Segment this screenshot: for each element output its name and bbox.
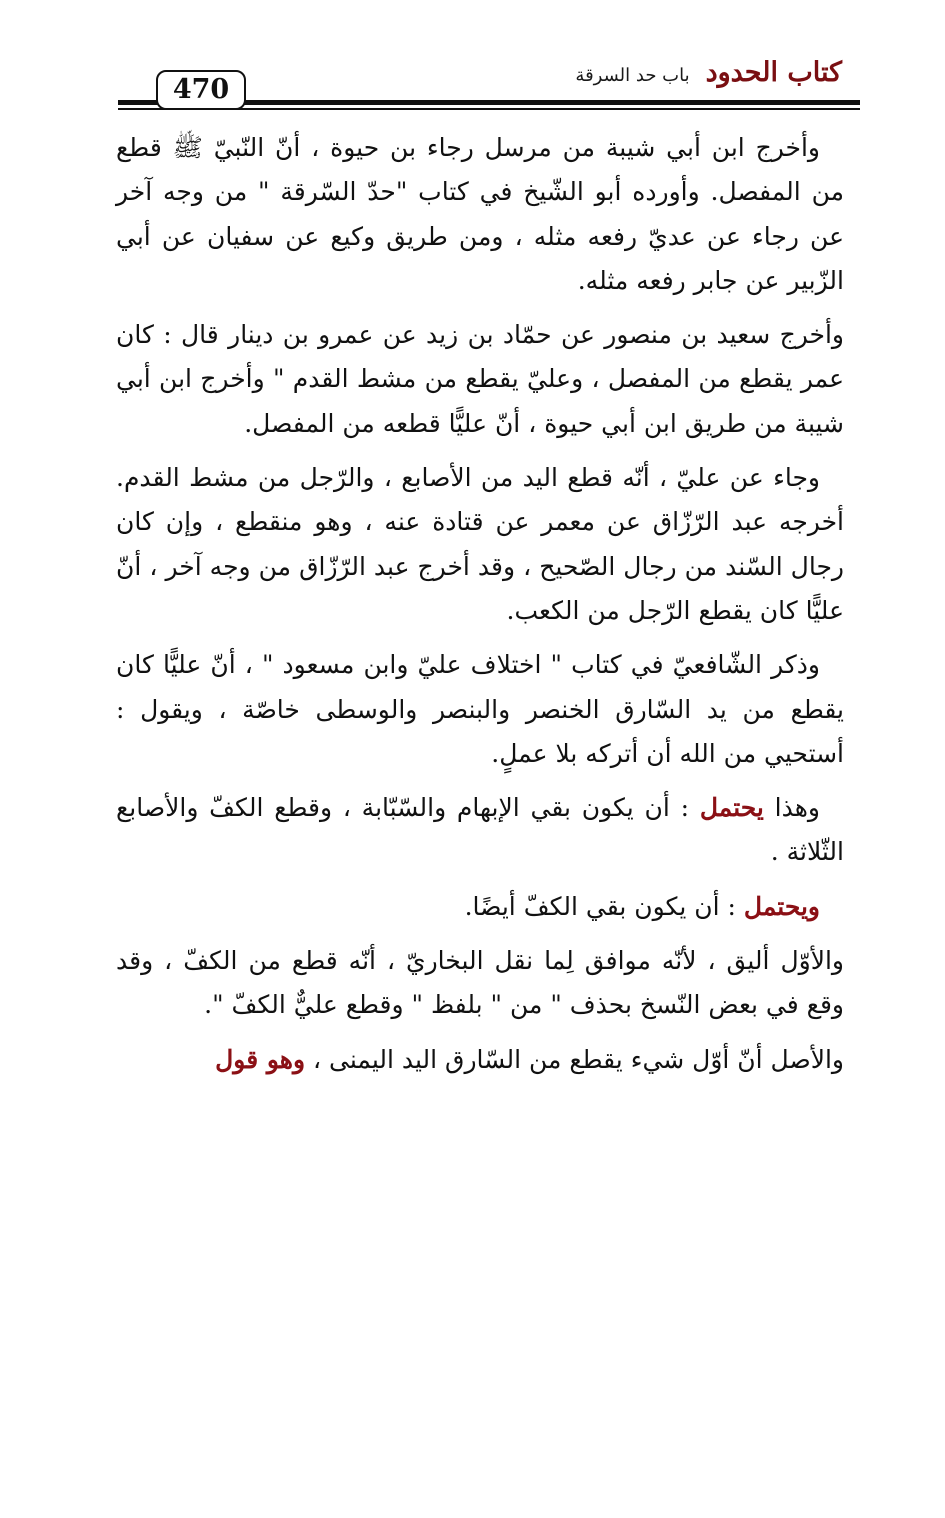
- book-title: كتاب الحدود: [705, 57, 842, 88]
- paragraph-6: [116, 885, 844, 929]
- paragraph-2: وأخرج سعيد بن منصور عن حمّاد بن زيد عن عمرو بن دينار قال : كان عمر يقطع من المفصل ، وعليّ يقطع من مشط القدم " وأخرج ابن أبي شيبة من طريق ابن أبي حيوة ، أنّ عليًّا قطعه من المفصل.: [116, 320, 844, 438]
- highlight-wahuwa-qawl: وهو قول: [215, 1044, 306, 1074]
- page-header: [118, 56, 860, 116]
- running-title: [575, 56, 842, 93]
- highlight-wayahtamil: ويحتمل: [743, 891, 820, 921]
- paragraph-4: وذكر الشّافعيّ في كتاب " اختلاف عليّ وابن مسعود " ، أنّ عليًّا كان يقطع من يد السّارق الخنصر والبنصر والوسطى خاصّة ، ويقول : أستحيي من الله أن أتركه بلا عملٍ.: [116, 650, 844, 768]
- paragraph-1: وأخرج ابن أبي شيبة من مرسل رجاء بن حيوة ، أنّ النّبيّ ﷺ قطع من المفصل. وأورده أبو الشّيخ في كتاب "حدّ السّرقة " من وجه آخر عن رجاء عن عديّ رفعه مثله ، ومن طريق وكيع عن سفيان عن أبي الزّبير عن جابر رفعه مثله.: [116, 133, 844, 295]
- paragraph-6-after: : أن يكون بقي الكفّ أيضًا.: [464, 891, 744, 921]
- paragraph-5-before: وهذا: [763, 793, 820, 823]
- section-title: باب حد السرقة: [575, 65, 690, 86]
- page-body: [116, 126, 844, 1092]
- paragraph-3: وجاء عن عليّ ، أنّه قطع اليد من الأصابع ، والرّجل من مشط القدم. أخرجه عبد الرّزّاق عن معمر عن قتادة عنه ، وهو منقطع ، وإن كان رجال السّند من رجال الصّحيح ، وقد أخرج عبد الرّزّاق من وجه آخر ، أنّ عليًّا كان يقطع الرّجل من الكعب.: [116, 463, 844, 625]
- paragraph-5: [116, 786, 844, 875]
- highlight-yahtamil: يحتمل: [699, 793, 764, 823]
- paragraph-8: [116, 1038, 844, 1082]
- paragraph-5-after: : أن يكون بقي الإبهام والسّبّابة ، وقطع الكفّ والأصابع الثّلاثة .: [116, 793, 844, 867]
- page-number: 470: [156, 70, 246, 110]
- paragraph-7: والأوّل أليق ، لأنّه موافق لِما نقل البخاريّ ، أنّه قطع من الكفّ ، وقد وقع في بعض النّسخ بحذف " من " بلفظ " وقطع عليٌّ الكفّ ".: [116, 946, 844, 1020]
- paragraph-8-before: والأصل أنّ أوّل شيء يقطع من السّارق اليد اليمنى ،: [305, 1044, 844, 1074]
